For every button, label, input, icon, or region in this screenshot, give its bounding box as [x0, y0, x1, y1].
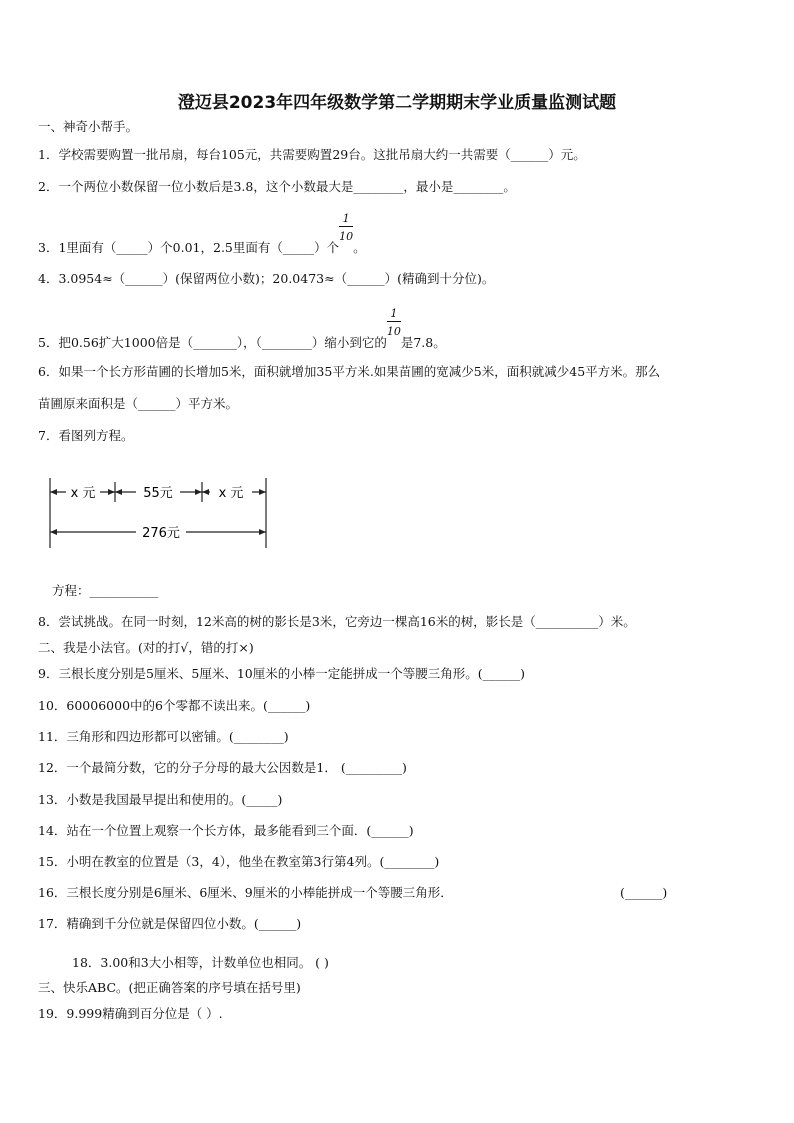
question-16: 16．三根长度分别是6厘米、6厘米、9厘米的小棒能拼成一个等腰三角形． — [38, 885, 453, 900]
question-9: 9．三根长度分别是5厘米、5厘米、10厘米的小棒一定能拼成一个等腰三角形。(______) — [38, 666, 526, 681]
fraction-numerator: 1 — [390, 307, 398, 320]
fraction-one-tenth — [386, 307, 401, 347]
total-length-label: 276元 — [142, 526, 180, 541]
question-18: 18．3.00和3大小相等，计数单位也相同。 ( ) — [72, 955, 329, 970]
question-7: 7．看图列方程。 — [38, 428, 134, 443]
fraction-denominator: 10 — [339, 230, 354, 243]
fraction-numerator: 1 — [342, 212, 350, 225]
section-2-heading: 二、我是小法官。(对的打√，错的打×) — [38, 640, 254, 655]
question-8: 8．尝试挑战。在同一时刻，12米高的树的影长是3米，它旁边一棵高16米的树，影长是（__________）米。 — [38, 614, 636, 629]
question-6-line-1: 6．如果一个长方形苗圃的长增加5米，面积就增加35平方米.如果苗圃的宽减少5米，面积就减少45平方米。那么 — [38, 364, 661, 379]
question-4: 4．3.0954≈（______）(保留两位小数)；20.0473≈（______）(精确到十分位)。 — [38, 271, 495, 286]
question-3-end: 。 — [353, 240, 366, 255]
question-5-end: 是7.8。 — [400, 335, 446, 350]
question-6-line-2: 苗圃原来面积是（______）平方米。 — [38, 396, 239, 411]
segment-left-label: x 元 — [70, 486, 96, 501]
page-title: 澄迈县2023年四年级数学第二学期期末学业质量监测试题 — [177, 93, 617, 113]
question-11: 11．三角形和四边形都可以密铺。(________) — [38, 729, 289, 744]
section-1-heading: 一、神奇小帮手。 — [38, 119, 139, 134]
equation-diagram — [40, 470, 280, 560]
segment-middle-label: 55元 — [143, 486, 173, 501]
question-16-answer: (______) — [620, 885, 668, 900]
fraction-one-tenth — [339, 212, 354, 252]
question-3 — [38, 212, 366, 257]
question-14: 14．站在一个位置上观察一个长方体，最多能看到三个面．(______) — [38, 823, 414, 838]
question-17: 17．精确到千分位就是保留四位小数。(______) — [38, 916, 302, 931]
question-2: 2．一个两位小数保留一位小数后是3.8，这个小数最大是________，最小是________。 — [38, 179, 516, 194]
question-15: 15．小明在教室的位置是（3，4），他坐在教室第3行第4列。(________) — [38, 854, 440, 869]
question-13: 13．小数是我国最早提出和使用的。(_____) — [38, 792, 283, 807]
question-3-text: 3．1里面有（_____）个0.01，2.5里面有（_____）个 — [38, 240, 340, 255]
equation-answer-line: 方程：___________ — [52, 583, 159, 598]
question-1: 1．学校需要购置一批吊扇，每台105元，共需要购置29台。这批吊扇大约一共需要（______）元。 — [38, 147, 586, 162]
fraction-denominator: 10 — [386, 325, 401, 338]
question-10: 10．60006000中的6个零都不读出来。(______) — [38, 698, 311, 713]
question-5 — [38, 307, 446, 352]
segment-right-label: x 元 — [218, 486, 244, 501]
question-5-text: 5．把0.56扩大1000倍是（_______），（________）缩小到它的 — [38, 335, 387, 350]
question-12: 12．一个最简分数，它的分子分母的最大公因数是1． (_________) — [38, 760, 407, 775]
question-19: 19．9.999精确到百分位是（ ）. — [38, 1006, 223, 1021]
section-3-heading: 三、快乐ABC。(把正确答案的序号填在括号里) — [38, 980, 301, 995]
